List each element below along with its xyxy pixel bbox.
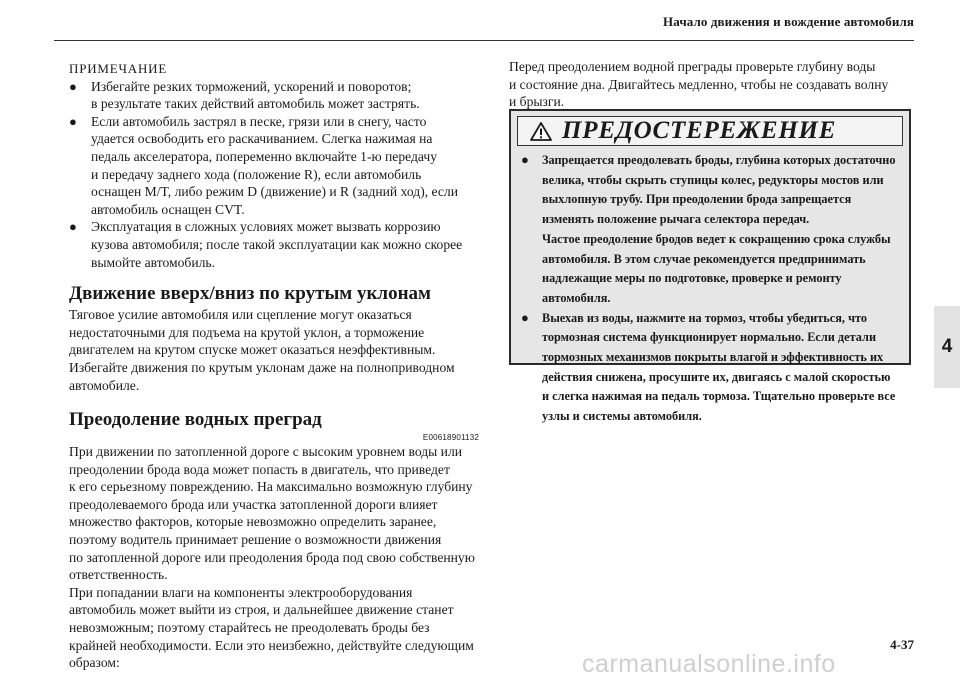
section-body-water: При движении по затопленной дороге с высоким уровнем воды или преодолении брода вода может попасть в двигатель, что приведет к его серьезному повреждению. На максимально возможную глубину преодолеваемого брода или участка затопленной дороги влияет множество факторов, которые невозможно определить заранее, поэтому водитель принимает решение о возможности движения по затопленной дороге или преодоления брода под свою собственную ответственность. При попадании влаги на компоненты электрооборудования автомобиль может выйти из строя, и дальнейшее движение станет невозможным; поэтому старайтесь не преодолевать броды без крайней необходимости. Если это неизбежно, действуйте следующим образом: <box>69 444 475 671</box>
note-item-3: ● Эксплуатация в сложных условиях может вызвать коррозию кузова автомобиля; после такой эксплуатации как можно скорее вымойте автомобиль. <box>69 219 463 270</box>
warning-header <box>517 116 903 146</box>
warning-item-1: ● Запрещается преодолевать броды, глубина которых достаточно велика, чтобы скрыть ступицы колес, редукторы мостов или выхлопную трубу. При преодолении брода запрещается изменять положение рычага селектора передач. Частое преодоление бродов ведет к сокращению срока службы автомобиля. В этом случае рекомендуется предпринимать надлежащие меры по подготовке, проверке и ремонту автомобиля. <box>521 152 896 305</box>
chapter-tab: 4 <box>934 306 960 388</box>
page-number: 4-37 <box>890 637 914 652</box>
section-heading-slopes: Движение вверх/вниз по крутым уклонам <box>69 283 431 305</box>
bullet-icon: ● <box>69 219 77 235</box>
bullet-icon: ● <box>521 309 529 325</box>
right-intro: Перед преодолением водной преграды проверьте глубину воды и состояние дна. Двигайтесь медленно, чтобы не создавать волну и брызги. <box>509 59 889 110</box>
section-heading-water: Преодоление водных преград <box>69 409 322 431</box>
note-title: ПРИМЕЧАНИЕ <box>69 61 168 76</box>
warning-box <box>509 109 911 424</box>
header-rule <box>54 40 914 41</box>
warning-body <box>521 151 901 427</box>
note-item-2: ● Если автомобиль застрял в песке, грязи или в снегу, часто удается освободить его раскачиванием. Слегка нажимая на педаль акселератора, попеременно включайте 1-ю передачу и передачу заднего хода (положение R), если автомобиль оснащен M/T, либо режим D (движение) и R (задний ход), если автомобиль оснащен CVT. <box>69 113 458 217</box>
warning-triangle-icon <box>530 122 552 146</box>
warning-item-2: ● Выехав из воды, нажмите на тормоз, чтобы убедиться, что тормозная система функционирует нормально. Если детали тормозных механизмов покрыты влагой и эффективность их действия снижена, просушите их, двигаясь с малой скоростью и слегка нажимая на педаль тормоза. Тщательно проверьте все узлы и системы автомобиля. <box>521 309 896 424</box>
section-body-slopes: Тяговое усилие автомобиля или сцепление могут оказаться недостаточными для подъема на крутой уклон, а торможение двигателем на крутом спуске может оказаться неэффективным. Избегайте движения по крутым уклонам даже на полноприводном автомобиле. <box>69 307 455 393</box>
note-list <box>69 78 479 272</box>
warning-list <box>521 151 901 427</box>
bullet-icon: ● <box>69 78 77 94</box>
bullet-icon: ● <box>69 113 77 129</box>
left-column <box>69 60 479 672</box>
warning-title: ПРЕДОСТЕРЕЖЕНИЕ <box>562 117 837 144</box>
watermark: carmanualsonline.info <box>582 650 836 678</box>
bullet-icon: ● <box>521 152 529 167</box>
section-code: E00618901132 <box>422 433 479 443</box>
running-header: Начало движения и вождение автомобиля <box>663 14 914 29</box>
note-item-1: ● Избегайте резких торможений, ускорений и поворотов; в результате таких действий автомобиль может застрять. <box>69 78 420 112</box>
